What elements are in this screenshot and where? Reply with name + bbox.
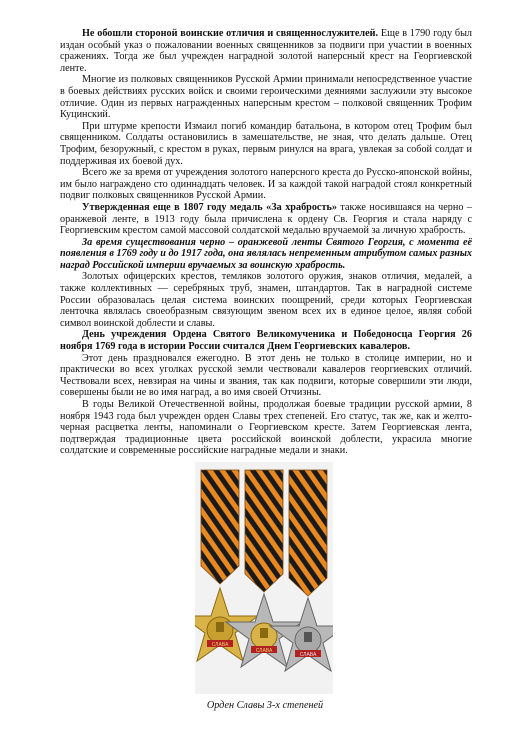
order-of-glory-photo bbox=[195, 462, 333, 694]
ribbon-middle bbox=[245, 470, 283, 592]
paragraph-reward-system: Золотых офицерских крестов, темляков золотого оружия, знаков отличия, медалей, а также коллективных — серебряных труб, знамен, штандартов. Так в наградной системе России образовалась целая система воинских поощрений, среди которых Георгиевская ленточка являлась своеобразным связующим звеном всех их в единое целое, являя собой символ воинской доблести и славы. bbox=[60, 271, 472, 329]
paragraph-izmail-assault: При штурме крепости Измаил погиб командир батальона, в котором отец Трофим был священником. Солдаты остановились в замешательстве, не зная, что делать дальше. Отец Трофим, безоружный, с крестом в руках, первым ринулся на врага, увлекая за собой солдат и поддерживая их боевой дух. bbox=[60, 120, 472, 167]
paragraph-ribbon-history: За время существования черно – оранжевой ленты Святого Георгия, с момента её появления в 1769 году и до 1917 года, она являлась непременным атрибутом самых разных наград Российской империи вручаемых за воинскую храбрость. bbox=[60, 236, 472, 271]
paragraph-text: также носившаяся на черно – оранжевой ленте, в 1913 году была причислена к ордену Св. Георгия и стала наряду с Георгиевским крестом самой массовой солдатской медалью вручаемой за личную храбрость. bbox=[60, 201, 473, 237]
paragraph-celebration: Этот день праздновался ежегодно. В этот день не только в столице империи, но и практически во всех уголках русской земли чествовали кавалеров георгиевских отличий. Чествовали всех, невзирая на чины и звания, так как подвиги, которые совершили эти люди, совершены были не во имя наград, а во имя своей Отчизны. bbox=[60, 352, 472, 399]
paragraph-lead-bold: Утвержденная еще в 1807 году медаль «За храбрость» bbox=[82, 201, 337, 213]
paragraph-bravery-medal bbox=[60, 202, 472, 237]
paragraph-clergy-awards bbox=[60, 28, 472, 74]
paragraph-knights-day: День учреждения Ордена Святого Великомученика и Победоносца Георгия 26 ноября 1769 года в истории России считался Днем Георгиевских кавалеров. bbox=[60, 329, 472, 353]
document-body bbox=[60, 28, 472, 457]
paragraph-order-of-glory: В годы Великой Отечественной войны, продолжая боевые традиции русской армии, 8 ноября 1943 года был учрежден орден Славы трех степеней. Его статус, так же, как и желто-черная расцветка ленты, напоминали о Георгиевском кресте. Затем Георгиевская лента, подтверждая традиционные цвета российской воинской доблести, украсила многие солдатские и современные российские наградные медали и знаки. bbox=[60, 399, 472, 457]
star-word-first: СЛАВА bbox=[211, 642, 229, 648]
paragraph-award-count: Всего же за время от учреждения золотого наперсного креста до Русско-японской войны, им было награждено сто одиннадцать человек. И за каждой такой наградой стоял конкретный подвиг полковых священников Русской Армии. bbox=[60, 167, 472, 202]
star-word-third: СЛАВА bbox=[299, 652, 317, 658]
ribbon-left bbox=[201, 470, 239, 584]
ribbon-right bbox=[289, 470, 327, 596]
figure-caption: Орден Славы 3-х степеней bbox=[206, 700, 324, 711]
paragraph-text: Еще в 1790 году был издан особый указ о пожаловании военных священников за подвиги при участии в военных сражениях. Тогда же был учрежден наградной золотой наперсный крест на Георгиевской ленте. bbox=[60, 28, 473, 74]
paragraph-lead-bold: Не обошли стороной воинские отличия и священнослужителей. bbox=[82, 28, 379, 39]
paragraph-regimental-priests: Многие из полковых священников Русской Армии принимали непосредственное участие в боевых действиях русских войск и своими героическими деяниями заслужили эту высокое отличие. Один из первых награжденных наперсным крестом – полковой священник Трофим Куцинский. bbox=[60, 74, 472, 121]
star-word-second: СЛАВА bbox=[255, 648, 273, 654]
